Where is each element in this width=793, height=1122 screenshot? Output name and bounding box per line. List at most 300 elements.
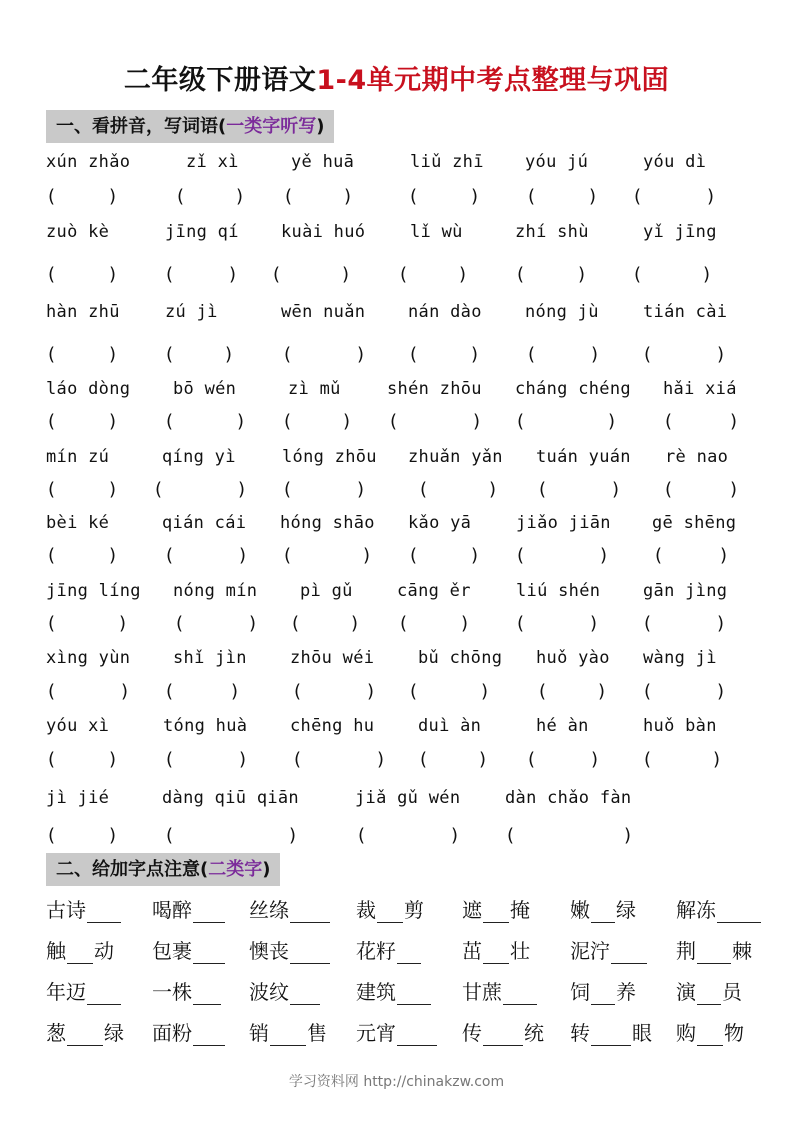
close-paren: ) — [480, 681, 488, 702]
word-text: 解冻 — [676, 898, 716, 922]
answer-blank[interactable] — [410, 186, 478, 210]
close-paren: ) — [599, 545, 607, 566]
answer-blank[interactable] — [273, 264, 349, 288]
open-paren: ( — [410, 545, 418, 566]
pinyin-blank[interactable] — [503, 984, 537, 1005]
pinyin-blank[interactable] — [591, 984, 615, 1005]
word-item — [462, 1017, 544, 1046]
pinyin-blank[interactable] — [397, 943, 421, 964]
close-paren: ) — [342, 411, 350, 432]
answer-blank[interactable] — [284, 545, 370, 569]
open-paren: ( — [539, 681, 547, 702]
answer-row — [0, 186, 793, 210]
pinyin-item: jiǎo jiān — [516, 513, 611, 533]
answer-blank[interactable] — [358, 825, 458, 849]
answer-blank[interactable] — [644, 681, 724, 705]
close-paren: ) — [478, 749, 486, 770]
word-text: 绿 — [104, 1021, 124, 1045]
open-paren: ( — [528, 344, 536, 365]
word-item — [570, 935, 648, 964]
pinyin-item: jīng líng — [46, 581, 141, 601]
word-item — [249, 935, 331, 964]
pinyin-item: yóu xì — [46, 716, 110, 736]
close-paren: ) — [366, 681, 374, 702]
pinyin-blank[interactable] — [193, 902, 225, 923]
pinyin-blank[interactable] — [483, 943, 509, 964]
pinyin-item: jiǎ gǔ wén — [355, 788, 461, 808]
open-paren: ( — [400, 613, 408, 634]
pinyin-item: dàn chǎo fàn — [505, 788, 632, 808]
open-paren: ( — [48, 825, 56, 846]
open-paren: ( — [420, 749, 428, 770]
pinyin-item: xìng yùn — [46, 648, 131, 668]
word-text: 棘 — [732, 939, 752, 963]
word-item — [152, 894, 226, 923]
pinyin-blank[interactable] — [290, 984, 320, 1005]
answer-blank[interactable] — [420, 479, 496, 503]
word-item — [46, 935, 114, 964]
open-paren: ( — [155, 479, 163, 500]
pinyin-blank[interactable] — [67, 1025, 103, 1046]
word-item — [249, 976, 321, 1005]
answer-blank[interactable] — [517, 613, 597, 637]
pinyin-blank[interactable] — [193, 984, 221, 1005]
answer-blank[interactable] — [285, 186, 351, 210]
open-paren: ( — [166, 545, 174, 566]
pinyin-item: nóng jù — [525, 302, 599, 322]
pinyin-item: pì gǔ — [300, 581, 353, 601]
word-item — [462, 976, 538, 1005]
pinyin-blank[interactable] — [67, 943, 93, 964]
pinyin-item: kuài huó — [281, 222, 366, 242]
word-text: 物 — [724, 1021, 744, 1045]
word-text: 饲 — [570, 980, 590, 1004]
open-paren: ( — [665, 479, 673, 500]
word-text: 动 — [94, 939, 114, 963]
answer-blank[interactable] — [176, 613, 256, 637]
open-paren: ( — [294, 749, 302, 770]
pinyin-item: zhōu wéi — [290, 648, 375, 668]
answer-blank[interactable] — [655, 545, 727, 569]
close-paren: ) — [118, 613, 126, 634]
pinyin-blank[interactable] — [591, 902, 615, 923]
open-paren: ( — [273, 264, 281, 285]
pinyin-item: wēn nuǎn — [281, 302, 366, 322]
close-paren: ) — [611, 479, 619, 500]
close-paren: ) — [716, 344, 724, 365]
pinyin-blank[interactable] — [290, 902, 330, 923]
pinyin-blank[interactable] — [270, 1025, 306, 1046]
answer-row — [0, 411, 793, 435]
answer-blank[interactable] — [166, 825, 296, 849]
word-item — [462, 935, 530, 964]
pinyin-item: gē shēng — [652, 513, 737, 533]
answer-row — [0, 613, 793, 637]
word-text: 传 — [462, 1021, 482, 1045]
word-item — [46, 894, 122, 923]
pinyin-blank[interactable] — [87, 902, 121, 923]
open-paren: ( — [644, 344, 652, 365]
pinyin-item: wàng jì — [643, 648, 717, 668]
open-paren: ( — [177, 186, 185, 207]
answer-row — [0, 264, 793, 288]
pinyin-item: shǐ jìn — [173, 648, 247, 668]
word-row — [0, 976, 793, 1006]
pinyin-blank[interactable] — [697, 984, 721, 1005]
word-text: 懊丧 — [249, 939, 289, 963]
pinyin-item: duì àn — [418, 716, 482, 736]
answer-blank[interactable] — [517, 264, 585, 288]
pinyin-item: bèi ké — [46, 513, 110, 533]
pinyin-item: jīng qí — [165, 222, 239, 242]
answer-blank[interactable] — [284, 479, 364, 503]
open-paren: ( — [400, 264, 408, 285]
close-paren: ) — [108, 545, 116, 566]
word-item — [570, 976, 636, 1005]
word-text: 包裹 — [152, 939, 192, 963]
open-paren: ( — [528, 749, 536, 770]
close-paren: ) — [108, 344, 116, 365]
open-paren: ( — [517, 411, 525, 432]
section-2-heading: 二、给加字点注意(二类字) — [46, 853, 280, 886]
answer-row — [0, 479, 793, 503]
answer-blank[interactable] — [665, 411, 737, 435]
word-text: 销 — [249, 1021, 269, 1045]
close-paren: ) — [590, 749, 598, 770]
pinyin-blank[interactable] — [717, 902, 761, 923]
word-text: 员 — [722, 980, 742, 1004]
pinyin-row — [0, 379, 793, 403]
pinyin-item: liǔ zhī — [410, 152, 484, 172]
pinyin-blank[interactable] — [697, 943, 731, 964]
close-paren: ) — [729, 411, 737, 432]
pinyin-item: qíng yì — [162, 447, 236, 467]
page-title: 二年级下册语文1-4单元期中考点整理与巩固 — [123, 65, 670, 96]
answer-blank[interactable] — [644, 344, 724, 368]
open-paren: ( — [48, 545, 56, 566]
open-paren: ( — [539, 479, 547, 500]
open-paren: ( — [166, 411, 174, 432]
word-item — [249, 1017, 327, 1046]
answer-blank[interactable] — [665, 479, 737, 503]
close-paren: ) — [362, 545, 370, 566]
open-paren: ( — [166, 749, 174, 770]
answer-blank[interactable] — [48, 681, 128, 705]
answer-blank[interactable] — [644, 749, 720, 773]
answer-blank[interactable] — [528, 186, 596, 210]
open-paren: ( — [644, 681, 652, 702]
answer-blank[interactable] — [294, 749, 384, 773]
open-paren: ( — [358, 825, 366, 846]
word-item — [676, 935, 752, 964]
close-paren: ) — [238, 749, 246, 770]
word-item — [152, 935, 226, 964]
answer-blank[interactable] — [420, 749, 486, 773]
pinyin-item: nóng mín — [173, 581, 258, 601]
word-item — [46, 976, 122, 1005]
answer-row — [0, 825, 793, 849]
word-item — [676, 894, 762, 923]
word-item — [356, 1017, 438, 1046]
open-paren: ( — [507, 825, 515, 846]
pinyin-blank[interactable] — [193, 943, 225, 964]
word-row — [0, 894, 793, 924]
answer-blank[interactable] — [539, 479, 619, 503]
close-paren: ) — [706, 186, 714, 207]
answer-blank[interactable] — [634, 264, 710, 288]
open-paren: ( — [294, 681, 302, 702]
answer-blank[interactable] — [48, 264, 116, 288]
close-paren: ) — [376, 749, 384, 770]
pinyin-blank[interactable] — [697, 1025, 723, 1046]
word-item — [152, 1017, 226, 1046]
close-paren: ) — [458, 264, 466, 285]
open-paren: ( — [166, 344, 174, 365]
open-paren: ( — [517, 264, 525, 285]
close-paren: ) — [237, 479, 245, 500]
pinyin-row — [0, 581, 793, 605]
word-item — [152, 976, 222, 1005]
close-paren: ) — [356, 344, 364, 365]
pinyin-item: kǎo yā — [408, 513, 472, 533]
pinyin-blank[interactable] — [483, 1025, 523, 1046]
answer-blank[interactable] — [166, 545, 246, 569]
close-paren: ) — [716, 681, 724, 702]
answer-blank[interactable] — [166, 344, 232, 368]
answer-blank[interactable] — [292, 613, 358, 637]
close-paren: ) — [356, 479, 364, 500]
word-text: 面粉 — [152, 1021, 192, 1045]
word-text: 掩 — [510, 898, 530, 922]
word-text: 荆 — [676, 939, 696, 963]
answer-blank[interactable] — [48, 613, 126, 637]
word-text: 演 — [676, 980, 696, 1004]
close-paren: ) — [472, 411, 480, 432]
close-paren: ) — [607, 411, 615, 432]
close-paren: ) — [238, 545, 246, 566]
close-paren: ) — [108, 264, 116, 285]
word-text: 喝醉 — [152, 898, 192, 922]
open-paren: ( — [410, 344, 418, 365]
close-paren: ) — [108, 749, 116, 770]
pinyin-item: tuán yuán — [536, 447, 631, 467]
open-paren: ( — [48, 613, 56, 634]
pinyin-item: tián cài — [643, 302, 728, 322]
pinyin-blank[interactable] — [290, 943, 330, 964]
pinyin-item: gān jìng — [643, 581, 728, 601]
answer-blank[interactable] — [517, 411, 615, 435]
pinyin-item: yóu jú — [525, 152, 589, 172]
open-paren: ( — [48, 749, 56, 770]
open-paren: ( — [285, 186, 293, 207]
close-paren: ) — [470, 186, 478, 207]
close-paren: ) — [716, 613, 724, 634]
word-item — [356, 894, 424, 923]
open-paren: ( — [644, 613, 652, 634]
section-1-heading: 一、看拼音，写词语(一类字听写) — [46, 110, 334, 143]
close-paren: ) — [719, 545, 727, 566]
answer-blank[interactable] — [517, 545, 607, 569]
pinyin-item: huǒ bàn — [643, 716, 717, 736]
pinyin-blank[interactable] — [397, 1025, 437, 1046]
pinyin-item: huǒ yào — [536, 648, 610, 668]
close-paren: ) — [577, 264, 585, 285]
open-paren: ( — [284, 545, 292, 566]
pinyin-blank[interactable] — [611, 943, 647, 964]
answer-blank[interactable] — [48, 186, 116, 210]
word-row — [0, 935, 793, 965]
pinyin-blank[interactable] — [193, 1025, 225, 1046]
answer-blank[interactable] — [507, 825, 631, 849]
pinyin-row — [0, 788, 793, 812]
answer-blank[interactable] — [528, 749, 598, 773]
answer-blank[interactable] — [48, 411, 116, 435]
answer-blank[interactable] — [294, 681, 374, 705]
answer-row — [0, 681, 793, 705]
pinyin-blank[interactable] — [483, 902, 509, 923]
answer-blank[interactable] — [166, 681, 238, 705]
pinyin-item: shén zhōu — [387, 379, 482, 399]
open-paren: ( — [517, 613, 525, 634]
pinyin-row — [0, 648, 793, 672]
answer-blank[interactable] — [166, 749, 246, 773]
pinyin-item: xún zhǎo — [46, 152, 131, 172]
pinyin-row — [0, 222, 793, 246]
pinyin-item: láo dòng — [46, 379, 131, 399]
word-text: 养 — [616, 980, 636, 1004]
word-text: 建筑 — [356, 980, 396, 1004]
pinyin-item: zhuǎn yǎn — [408, 447, 503, 467]
pinyin-blank[interactable] — [397, 984, 431, 1005]
close-paren: ) — [588, 186, 596, 207]
open-paren: ( — [634, 264, 642, 285]
answer-row — [0, 344, 793, 368]
answer-blank[interactable] — [166, 264, 236, 288]
pinyin-item: zuò kè — [46, 222, 110, 242]
answer-blank[interactable] — [400, 613, 468, 637]
answer-blank[interactable] — [539, 681, 605, 705]
answer-blank[interactable] — [634, 186, 714, 210]
open-paren: ( — [284, 411, 292, 432]
close-paren: ) — [488, 479, 496, 500]
answer-blank[interactable] — [410, 681, 488, 705]
word-row — [0, 1017, 793, 1047]
open-paren: ( — [284, 344, 292, 365]
word-text: 遮 — [462, 898, 482, 922]
word-item — [676, 1017, 744, 1046]
word-text: 壮 — [510, 939, 530, 963]
word-text: 花籽 — [356, 939, 396, 963]
answer-blank[interactable] — [400, 264, 466, 288]
open-paren: ( — [634, 186, 642, 207]
close-paren: ) — [350, 613, 358, 634]
answer-blank[interactable] — [390, 411, 480, 435]
pinyin-row — [0, 513, 793, 537]
pinyin-row — [0, 302, 793, 326]
word-text: 丝绦 — [249, 898, 289, 922]
word-text: 绿 — [616, 898, 636, 922]
word-text: 古诗 — [46, 898, 86, 922]
word-text: 一株 — [152, 980, 192, 1004]
pinyin-item: lǐ wù — [410, 222, 463, 242]
word-item — [356, 935, 422, 964]
answer-blank[interactable] — [177, 186, 243, 210]
answer-blank[interactable] — [48, 749, 116, 773]
word-text: 转 — [570, 1021, 590, 1045]
word-text: 触 — [46, 939, 66, 963]
word-item — [462, 894, 530, 923]
close-paren: ) — [712, 749, 720, 770]
answer-blank[interactable] — [410, 545, 478, 569]
pinyin-item: rè nao — [665, 447, 729, 467]
close-paren: ) — [224, 344, 232, 365]
open-paren: ( — [176, 613, 184, 634]
open-paren: ( — [655, 545, 663, 566]
answer-blank[interactable] — [48, 344, 116, 368]
close-paren: ) — [288, 825, 296, 846]
answer-blank[interactable] — [48, 825, 116, 849]
answer-blank[interactable] — [410, 344, 478, 368]
answer-blank[interactable] — [284, 344, 364, 368]
close-paren: ) — [236, 411, 244, 432]
pinyin-blank[interactable] — [377, 902, 403, 923]
close-paren: ) — [470, 344, 478, 365]
answer-blank[interactable] — [48, 479, 116, 503]
answer-blank[interactable] — [284, 411, 350, 435]
close-paren: ) — [108, 411, 116, 432]
close-paren: ) — [120, 681, 128, 702]
word-text: 售 — [307, 1021, 327, 1045]
close-paren: ) — [470, 545, 478, 566]
word-text: 元宵 — [356, 1021, 396, 1045]
pinyin-item: hǎi xiá — [663, 379, 737, 399]
word-text: 茁 — [462, 939, 482, 963]
close-paren: ) — [729, 479, 737, 500]
pinyin-row — [0, 716, 793, 740]
pinyin-item: nán dào — [408, 302, 482, 322]
pinyin-blank[interactable] — [591, 1025, 631, 1046]
word-text: 泥泞 — [570, 939, 610, 963]
answer-blank[interactable] — [166, 411, 244, 435]
close-paren: ) — [230, 681, 238, 702]
answer-blank[interactable] — [48, 545, 116, 569]
pinyin-item: hé àn — [536, 716, 589, 736]
pinyin-item: chēng hu — [290, 716, 375, 736]
pinyin-item: cháng chéng — [515, 379, 631, 399]
open-paren: ( — [48, 411, 56, 432]
close-paren: ) — [590, 344, 598, 365]
answer-blank[interactable] — [528, 344, 598, 368]
close-paren: ) — [597, 681, 605, 702]
close-paren: ) — [108, 825, 116, 846]
open-paren: ( — [48, 264, 56, 285]
pinyin-item: dàng qiū qiān — [162, 788, 299, 808]
pinyin-item: jì jié — [46, 788, 110, 808]
pinyin-item: bǔ chōng — [418, 648, 503, 668]
open-paren: ( — [644, 749, 652, 770]
pinyin-item: yóu dì — [643, 152, 707, 172]
open-paren: ( — [410, 186, 418, 207]
close-paren: ) — [623, 825, 631, 846]
pinyin-blank[interactable] — [87, 984, 121, 1005]
open-paren: ( — [48, 681, 56, 702]
close-paren: ) — [450, 825, 458, 846]
word-text: 波纹 — [249, 980, 289, 1004]
word-text: 统 — [524, 1021, 544, 1045]
answer-blank[interactable] — [155, 479, 245, 503]
answer-blank[interactable] — [644, 613, 724, 637]
pinyin-item: zhí shù — [515, 222, 589, 242]
